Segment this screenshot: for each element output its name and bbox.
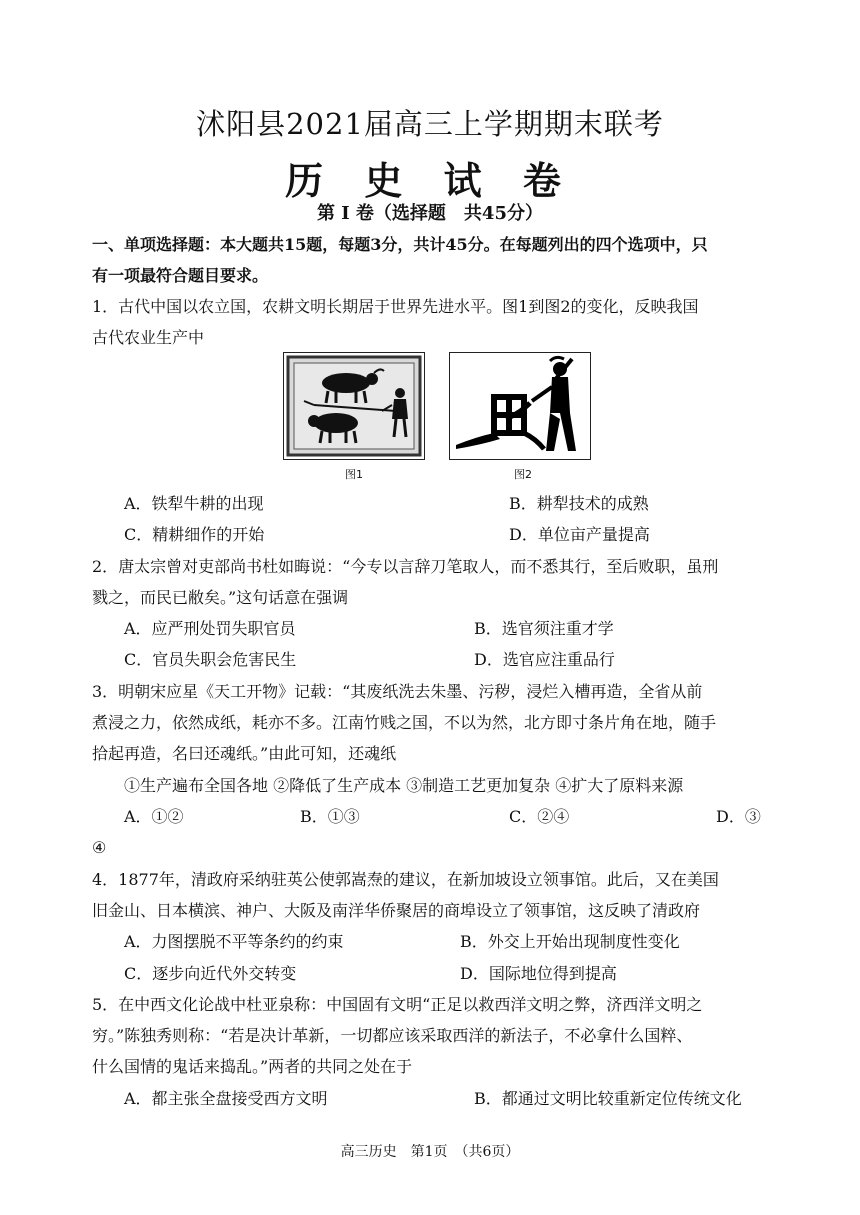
q4-option-b: B．外交上开始出现制度性变化 — [460, 932, 680, 951]
q2-option-a: A．应严刑处罚失职官员 — [124, 619, 296, 638]
q1-stem-line-1: 1．古代中国以农立国，农耕文明长期居于世界先进水平。图1到图2的变化，反映我国 — [92, 297, 699, 316]
q3-stem-line-2: 煮浸之力，依然成纸，耗亦不多。江南竹贱之国，不以为然，北方即寸条片角在地，随手 — [92, 713, 717, 732]
q2-option-c: C．官员失职会危害民生 — [124, 650, 297, 669]
q5-stem-line-1: 5．在中西文化论战中杜亚泉称：中国固有文明“正足以救西洋文明之弊，济西洋文明之 — [92, 995, 703, 1014]
q2-stem-line-2: 戮之，而民已敝矣。”这句话意在强调 — [92, 588, 349, 607]
q4-stem-line-1: 4．1877年，清政府采纳驻英公使郭嵩焘的建议，在新加坡设立领事馆。此后，又在美国 — [92, 870, 719, 889]
q4-option-d: D．国际地位得到提高 — [460, 964, 617, 983]
exam-title: 沭阳县2021届高三上学期期末联考 — [196, 107, 664, 141]
figure-2-plow-farmer-image — [449, 352, 591, 460]
section-title: 第 Ⅰ 卷（选择题 共45分） — [316, 203, 543, 224]
q2-option-b: B．选官须注重才学 — [474, 619, 614, 638]
q1-option-d: D．单位亩产量提高 — [509, 525, 650, 544]
page-footer: 高三历史 第1页 （共6页） — [340, 1144, 520, 1160]
q3-option-d: D．③ — [716, 807, 761, 826]
instructions-line-1: 一、单项选择题：本大题共15题，每题3分，共计45分。在每题列出的四个选项中，只 — [92, 235, 708, 254]
q1-option-c: C．精耕细作的开始 — [124, 525, 265, 544]
q5-stem-line-2: 穷。”陈独秀则称：“若是决计革新，一切都应该采取西洋的新法子，不必拿什么国粹、 — [92, 1026, 693, 1045]
q1-option-b: B．耕犁技术的成熟 — [509, 494, 649, 513]
q1-stem-line-2: 古代农业生产中 — [92, 328, 205, 347]
q4-option-c: C．逐步向近代外交转变 — [124, 964, 297, 983]
q4-stem-line-2: 旧金山、日本横滨、神户、大阪及南洋华侨聚居的商埠设立了领事馆，这反映了清政府 — [92, 901, 701, 920]
figure-1-ox-plowing-image — [283, 352, 425, 460]
q3-option-b: B．①③ — [300, 807, 360, 826]
q5-option-b: B．都通过文明比较重新定位传统文化 — [474, 1089, 742, 1108]
q2-option-d: D．选官应注重品行 — [474, 650, 615, 669]
q3-option-c: C．②④ — [509, 807, 570, 826]
q1-option-a: A．铁犁牛耕的出现 — [124, 494, 264, 513]
q2-stem-line-1: 2．唐太宗曾对吏部尚书杜如晦说：“今专以言辞刀笔取人，而不悉其行，至后败职，虽刑 — [92, 557, 719, 576]
q4-option-a: A．力图摆脱不平等条约的约束 — [124, 932, 344, 951]
q3-statements: ①生产遍布全国各地 ②降低了生产成本 ③制造工艺更加复杂 ④扩大了原料来源 — [124, 776, 684, 795]
subject-title: 历 史 试 卷 — [285, 158, 575, 203]
q5-stem-line-3: 什么国情的鬼话来捣乱。”两者的共同之处在于 — [92, 1057, 413, 1076]
q1-figures — [283, 352, 613, 464]
q3-option-d-continued: ④ — [92, 838, 107, 857]
q5-option-a: A．都主张全盘接受西方文明 — [124, 1089, 328, 1108]
instructions-line-2: 有一项最符合题目要求。 — [92, 266, 269, 285]
figure-1-caption: 图1 — [345, 468, 363, 481]
q3-option-a: A．①② — [124, 807, 184, 826]
q3-stem-line-1: 3．明朝宋应星《天工开物》记载：“其废纸洗去朱墨、污秽，浸烂入槽再造，全省从前 — [92, 682, 703, 701]
q3-stem-line-3: 拾起再造，名曰还魂纸。”由此可知，还魂纸 — [92, 744, 397, 763]
figure-2-caption: 图2 — [514, 468, 532, 481]
